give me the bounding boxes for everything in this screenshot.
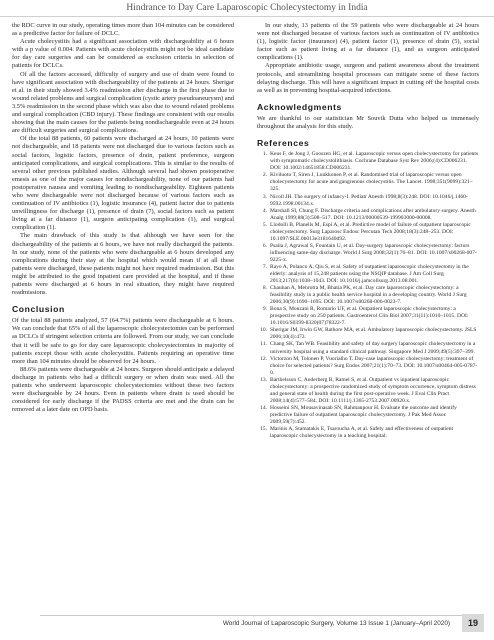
- reference-number: 12.: [260, 355, 267, 362]
- reference-text: Marinis A, Stamatakis E, Tsaroucha A, et al. Safety and effectiveness of outpatient laparoscopic cholecystectomy in a teaching hospital:: [270, 426, 454, 440]
- reference-text: Chang SK, Tan WB. Feasibility and safety of day surgery laparoscopic cholecystectomy in a university hospital using a standard clinical pathway. Singapore Med J 2009;49(5):397–399.: [270, 341, 476, 355]
- reference-item: [257, 426, 479, 440]
- acknowledgments-heading: Acknowledgments: [257, 101, 342, 112]
- reference-text: Llodolli B, Planells M, Espi A, et al. Predictive model of failure of outpatient laparoscopic cholecystectomy. Surg Laparosc Endosc Percutan Tech 2008;18(3):248–253. DOI: 10.1097/SLE.0b013e3181640d92.: [270, 221, 471, 242]
- reference-item: [257, 377, 479, 405]
- reference-number: 3.: [262, 193, 267, 200]
- reference-number: 5.: [262, 221, 267, 228]
- reference-text: Bona S, Monzani R, Romario UF, et al. Outpatient laparoscopic cholecystectomy: a prospective study on 250 patients. Gastroenterol Clin Biol 2007;31(11):1010–1015. DOI: 10.1016/S0399-8320(07)78322-7.: [270, 306, 469, 327]
- conclusion-paragraph: 88.6% patients were dischargeable at 24 hours. Surgeon should anticipate a delayed discharge in patients who had a difficult surgery or when drain was used. All the patients who underwent laparoscopic cholecystectomies without these two factors were dischargeable by 24 hours. Even in patients where drain is used should be considered for early discharge if the PADSS criteria are met and the drain can be removed at a later date on OPD basis.: [12, 365, 234, 414]
- reference-item: [257, 356, 479, 377]
- references-heading: References: [257, 138, 310, 149]
- reference-number: 10.: [260, 327, 267, 334]
- reference-text: Keus F, de Jong J, Gooszen HG, et al. Laparoscopic versus open cholecystectomy for patients with symptomatic cholecystolithiasis. Cochrane Database Syst Rev 2006;(4):CD006231. DOI: 10.1002/14651858.CD006231.: [270, 151, 479, 172]
- reference-number: 2.: [262, 172, 267, 179]
- body-paragraph: Of the total 88 patients, 60 patients were discharged at 24 hours, 10 patients were not dischargeable, and 18 patients were not discharged due to various factors such as social factors, logistic factors, presence of drain, patient preference, surgeon anticipated complications, and surgical complications. This is similar to the results of several other previous published studies. Although several had shown postoperative emesis as one of the major causes for nondischargeability, none of our patients had postoperative nausea and vomiting leading to nondischargeability. Eighteen patients who were dischargeable were not discharged because of various factors such as continuation of IV antibiotics (1), logistic insurance (4), patient factor due to patients unwillingness for discharge (1), presence of drain (7), social factors such as patient living at a far distance (1), surgeon anticipating complication (1), and surgical complication (1).: [12, 135, 234, 232]
- header-rule: [0, 16, 494, 17]
- acknowledgments-text: We are thankful to our statistician Mr Souvik Dutta who helped us immensely throughout the analysis for this study.: [257, 114, 479, 131]
- body-paragraph: Appropriate antibiotic usage, surgeon and patient awareness about the treatment protocols, and streamlining hospital processes can mitigate some of these factors delaying discharge. This will have a significant impact in cutting off the hospital costs as well as in preventing hospital-acquired infections.: [257, 62, 479, 94]
- reference-item: [257, 285, 479, 306]
- reference-list: [257, 151, 479, 440]
- right-column: [257, 22, 479, 440]
- conclusion-heading: Conclusion: [12, 304, 65, 315]
- journal-footer: World Journal of Laparoscopic Surgery, Volume 13 Issue 1 (January–April 2020): [222, 620, 450, 627]
- reference-number: 14.: [260, 404, 267, 411]
- body-paragraph: In our study, 13 patients of the 59 patients who were dischargeable at 24 hours were not discharged because of various factors such as continuation of IV antibiotics (1), logistic factor (insurance) (4), patient factor (1), presence of drain (5), social factor such as patient living at a far distance (1), and as surgeon anticipated complications (1).: [257, 22, 479, 62]
- body-paragraph: the RDC curve in our study, operating times more than 104 minutes can be considered as a predictive factor for failure of DCLC.: [12, 22, 234, 38]
- reference-item: [257, 208, 479, 222]
- body-paragraph: The main drawback of this study is that although we have seen for the dischargeability of the patients at 6 hours, we have not really discharged the patients. In our study, none of the patients who were dischargeable at 6 hours developed any complications during their stay at the hospital which would mean if at all these patients were discharged, these patients might not have required readmission. But this might be attributed to the good inpatient care provided at the hospital, and if these patients were discharged at 6 hours in real situation, they might have required readmissions.: [12, 232, 234, 297]
- reference-text: Chauhan A, Mehrotra M, Bhatia PK, et al. Day care laparoscopic cholecystectomy: a feasibility study in a public health service hospital in a developing country. World J Surg 2006;30(9):1690–1695. DOI: 10.1007/s00268-006-0023-7.: [270, 285, 467, 306]
- reference-text: Sherigar JM, Irwin GW, Rathore MA, et al. Ambulatory laparoscopic cholecystectomy. JSLS 2006;10(4):473.: [270, 327, 477, 341]
- reference-item: [257, 243, 479, 264]
- reference-text: Marshall SI, Chung F. Discharge criteria and complications after ambulatory surgery. Anesth Analg 1999;88(3):508–517. DOI: 10.1213/00000539-199903000-00008.: [270, 207, 476, 221]
- reference-text: Barthelsson C, Anderberg B, Ramel S, et al. Outpatient vs inpatient laparoscopic cholecystectomy: a prospective randomized study of symptom occurrence, symptom distress and general state of health during the first post-operative week. J Eval Clin Pract 2008;14(4):577–584. DOI: 10.1111/j.1365-2753.2007.00920.x.: [270, 376, 476, 404]
- footer-rule: [40, 615, 470, 616]
- reference-item: [257, 405, 479, 426]
- reference-item: [257, 264, 479, 285]
- reference-item: [257, 151, 479, 172]
- body-paragraph: Of all the factors accessed, difficulty of surgery and use of drain were found to have significant association with dischargeability of the patients at 24 hours. Sherigar et al. in their study showed 3.4% readmission after discharge in the first phase due to wound related problems and surgical complication (cystic artery pseudoaneurysm) and 3.5% readmission in the second phase which was also due to wound related problems and surgical complication (CBD injury). These findings are consistent with our results showing that the main causes for the patients being nondischargeable even at 24 hours are difficult surgeries and surgical complications.: [12, 70, 234, 135]
- conclusion-paragraph: Of the total 88 patients analyzed, 57 (64.7%) patients were dischargeable at 6 hours. We can conclude that 65% of all the laparoscopic cholecystectomies can be performed as DCLCs if stringent selection criteria are followed. From our study, we can conclude that it will be safe to go for day care laparoscopic cholecystectomies in majority of patients except those with acute cholecystitis. Patients requiring an operative time more than 104 minutes should be observed for 24 hours.: [12, 317, 234, 365]
- reference-text: Hosseini SN, Mousavinasab SN, Rahmanpour H. Evaluate the outcome and identify predictive failure of outpatient laparoscopic cholecystectomy. J Pak Med Assoc 2009;59(7):452.: [270, 404, 457, 425]
- reference-item: [257, 341, 479, 355]
- reference-item: [257, 306, 479, 327]
- reference-number: 6.: [262, 242, 267, 249]
- reference-number: 1.: [262, 151, 267, 158]
- reference-text: Kiviluoto T, Siren J, Luukkonen P, et al. Randomised trial of laparoscopic versus open cholecystectomy for acute and gangrenous cholecystitis. The Lancet. 1998;351(9099):321–325.: [270, 172, 473, 193]
- reference-item: [257, 222, 479, 243]
- reference-text: Victorzon M, Tolonen P, Vuorialho T. Day-case laparoscopic cholecystectomy: treatment of choice for selected patients? Surg Endos 2007;21(1):70–73. DOI: 10.1007/s00464-005-0787-0.: [270, 355, 478, 376]
- body-paragraph: Acute cholecystitis had a significant association with dischargeability at 6 hours with a p value of 0.004. Patients with acute cholecystitis might not be ideal candidate for day care surgeries and can be considered as exclusion criteria in selection of patients for DCLCs.: [12, 38, 234, 70]
- reference-item: [257, 172, 479, 193]
- page-number: 19: [462, 614, 484, 632]
- reference-number: 13.: [260, 376, 267, 383]
- reference-number: 8.: [262, 285, 267, 292]
- running-header: Hindrance to Day Care Laparoscopic Cholecystectomy in India: [126, 3, 368, 13]
- reference-item: [257, 194, 479, 208]
- reference-text: Rayo A, Polanco A, Qiu S, et al. Safety of outpatient laparoscopic cholecystectomy in the elderly: analysis of 15,248 patients using the NSQIP database. J Am Coll Surg 2013;217(6):1038–1043. DOI: 10.1016/j.jamcollsurg.2013.08.001.: [270, 263, 469, 285]
- reference-number: 7.: [262, 263, 267, 270]
- reference-number: 15.: [260, 426, 267, 433]
- reference-number: 4.: [262, 207, 267, 214]
- reference-item: [257, 327, 479, 341]
- reference-text: Nicoll JH. The surgery of infancy-I. Pediatr Anesth 1998;8(3):248. DOI: 10.1046/j.1460-9592.1998.00134.x.: [270, 193, 468, 207]
- reference-text: Psaila J, Agrawal S, Fountain U, et al. Day-surgery laparoscopic cholecystectomy: factors influencing same-day discharge. World J Surg 2008;32(1):76–81. DOI: 10.1007/s00268-007-9225-x.: [270, 242, 477, 263]
- reference-number: 11.: [260, 341, 267, 348]
- reference-number: 9.: [262, 306, 267, 313]
- left-column: [12, 22, 234, 414]
